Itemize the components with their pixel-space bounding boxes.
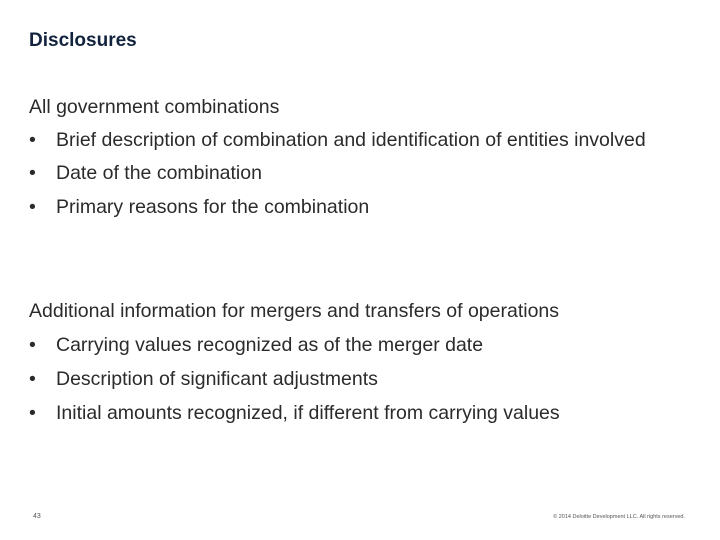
bullet-list: [29, 328, 699, 430]
section-heading: Additional information for mergers and transfers of operations: [29, 300, 560, 322]
bullet-item: • Carrying values recognized as of the merger date: [29, 328, 699, 362]
section-heading: All government combinations: [29, 96, 280, 118]
bullet-item: • Initial amounts recognized, if different from carrying values: [29, 396, 699, 430]
slide-title: Disclosures: [29, 30, 137, 51]
copyright-notice: © 2014 Deloitte Development LLC. All rights reserved.: [553, 514, 685, 520]
page-number: 43: [33, 513, 41, 520]
bullet-item: • Description of significant adjustments: [29, 362, 699, 396]
bullet-item: • Brief description of combination and identification of entities involved: [29, 124, 699, 156]
section-mergers-transfers: [29, 294, 699, 430]
bullet-list: [29, 124, 699, 224]
bullet-item: • Date of the combination: [29, 156, 699, 190]
section-government-combinations: [29, 90, 699, 224]
bullet-item: • Primary reasons for the combination: [29, 190, 699, 224]
